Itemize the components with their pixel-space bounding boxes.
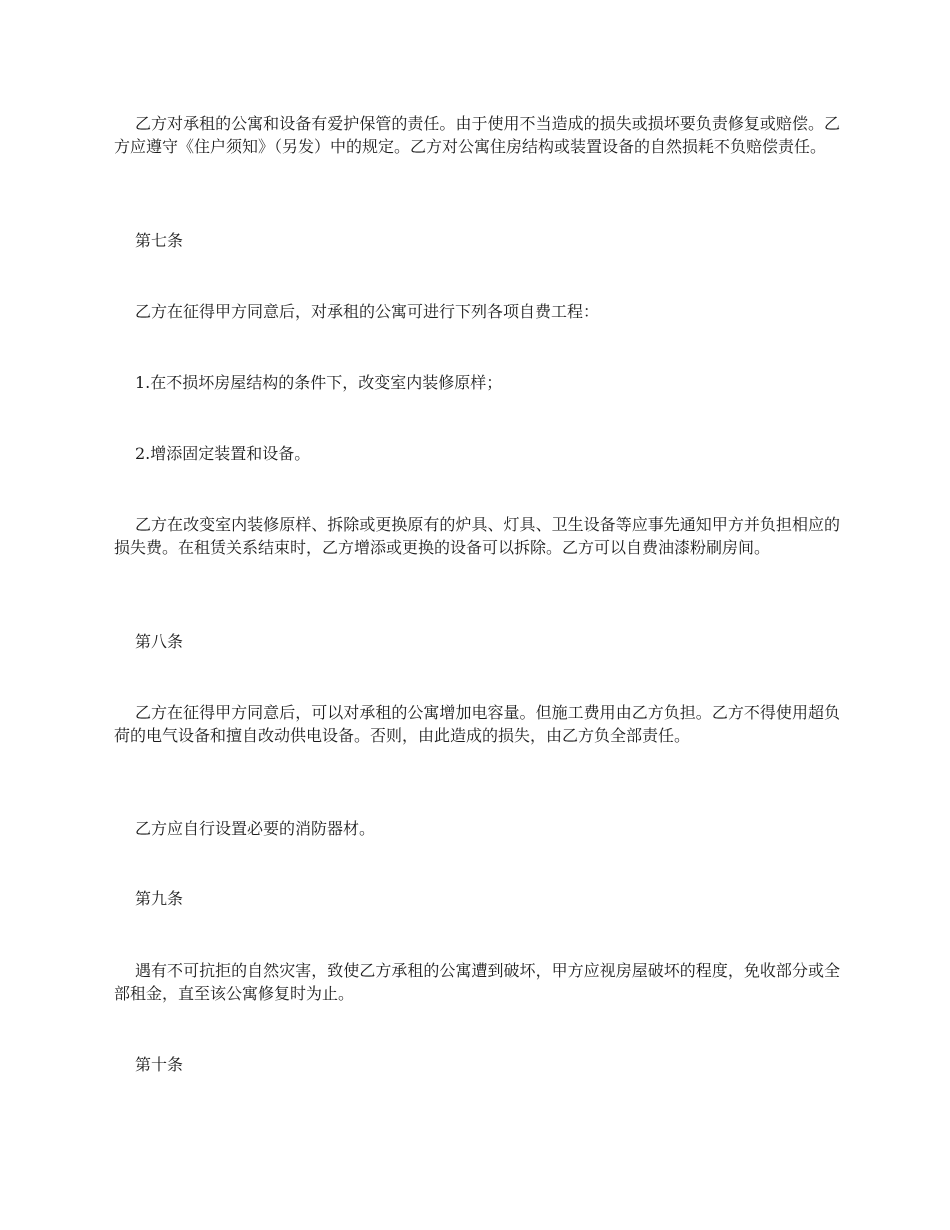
article-heading-7: 第七条 [135, 231, 184, 250]
paragraph-care-responsibility: 乙方对承租的公寓和设备有爱护保管的责任。由于使用不当造成的损失或损坏要负责修复或赔偿。乙方应遵守《住户须知》（另发）中的规定。乙方对公寓住房结构或装置设备的自然损耗不负赔偿责任。 [114, 114, 840, 156]
paragraph-fire-equipment: 乙方应自行设置必要的消防器材。 [135, 819, 376, 838]
paragraph-self-funded-works: 乙方在征得甲方同意后，对承租的公寓可进行下列各项自费工程： [135, 302, 600, 321]
article-heading-9: 第九条 [135, 889, 184, 908]
list-item-1: 1.在不损坏房屋结构的条件下，改变室内装修原样； [135, 373, 503, 392]
article-heading-8: 第八条 [135, 632, 184, 651]
paragraph-natural-disaster: 遇有不可抗拒的自然灾害，致使乙方承租的公寓遭到破坏，甲方应视房屋破坏的程度，免收部分或全部租金，直至该公寓修复时为止。 [114, 961, 840, 1003]
paragraph-renovation-notice: 乙方在改变室内装修原样、拆除或更换原有的炉具、灯具、卫生设备等应事先通知甲方并负担相应的损失费。在租赁关系结束时，乙方增添或更换的设备可以拆除。乙方可以自费油漆粉刷房间。 [114, 515, 840, 557]
paragraph-electric-capacity: 乙方在征得甲方同意后，可以对承租的公寓增加电容量。但施工费用由乙方负担。乙方不得使用超负荷的电气设备和擅自改动供电设备。否则，由此造成的损失，由乙方负全部责任。 [114, 703, 840, 745]
article-heading-10: 第十条 [135, 1055, 184, 1074]
list-item-2: 2.增添固定装置和设备。 [135, 444, 311, 463]
